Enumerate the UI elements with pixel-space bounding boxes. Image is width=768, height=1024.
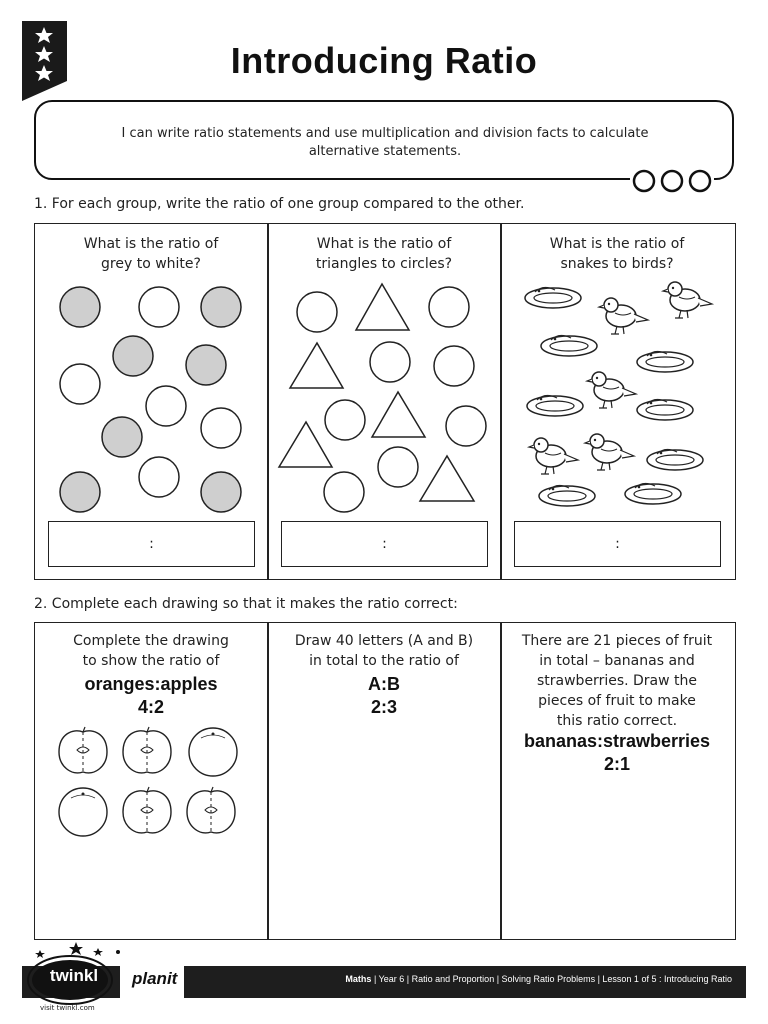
grey-white-circles [35,280,267,516]
triangle-shape [420,456,474,501]
question-text [268,631,500,671]
footer-url[interactable]: visit twinkl.com [40,1004,95,1012]
question-line: triangles to circles? [315,256,453,272]
ratio-colon: : [149,536,154,552]
circle-shape [297,292,337,332]
question-line: pieces of fruit to make [538,693,696,709]
grey-circle [102,417,142,457]
snake-drawing [647,449,703,470]
white-circle [139,287,179,327]
ratio-colon: : [382,536,387,552]
decorative-circles-icon [630,168,714,194]
question-line: this ratio correct. [556,713,678,729]
answer-box[interactable] [281,521,488,567]
circle-shape [446,406,486,446]
grey-circle [201,472,241,512]
question-line: There are 21 pieces of fruit [521,633,713,649]
question-line: to show the ratio of [82,653,220,669]
snake-drawing [525,287,581,308]
question-line: Complete the drawing [73,633,229,649]
apple-drawing [187,787,235,833]
bird-drawing [529,438,578,474]
snake-drawing [625,483,681,504]
triangle-shape [372,392,425,437]
ratio-value: 2:1 [603,754,630,774]
circle-shape [378,447,418,487]
ratio-label: bananas:strawberries [523,731,711,751]
white-circle [60,364,100,404]
snake-drawing [527,395,583,416]
bird-drawing [663,282,712,318]
circle-shape [370,342,410,382]
question-line: in total – bananas and [539,653,695,669]
triangle-shape [356,284,409,330]
circle-shape [324,472,364,512]
footer-details: | Year 6 | Ratio and Proportion | Solving Ratio Problems | Lesson 1 of 5 : Introducing Ratio [371,974,732,984]
grey-circle [60,472,100,512]
grey-circle [113,336,153,376]
snake-drawing [541,335,597,356]
footer-lesson-info [345,974,732,984]
twinkl-brand: twinkl [49,966,99,985]
question-text [35,631,267,671]
answer-box[interactable] [48,521,255,567]
answer-box[interactable] [514,521,721,567]
question-text [268,234,500,274]
bird-drawing [599,298,648,334]
ratio-value: 2:3 [370,697,397,717]
triangles-circles [268,280,500,516]
grey-circle [60,287,100,327]
page-title: Introducing Ratio [230,40,538,81]
question-line: Draw 40 letters (A and B) [294,633,474,649]
question-text [501,631,733,731]
question-line: What is the ratio of [549,236,685,252]
footer-subject: Maths [345,974,372,984]
orange-drawing [189,728,237,776]
snakes-birds [501,278,733,516]
white-circle [146,386,186,426]
question-line: snakes to birds? [560,256,674,272]
triangle-shape [290,343,343,388]
circle-shape [325,400,365,440]
question-1-heading: 1. For each group, write the ratio of one group compared to the other. [34,196,525,212]
grey-circle [186,345,226,385]
orange-drawing [59,788,107,836]
apple-drawing [59,727,107,773]
white-circle [139,457,179,497]
bird-drawing [587,372,636,408]
question-line: grey to white? [101,256,201,272]
snake-drawing [539,485,595,506]
snake-drawing [637,399,693,420]
white-circle [201,408,241,448]
grey-circle [201,287,241,327]
question-text [35,234,267,274]
question-text [501,234,733,274]
fruit-drawings [35,720,267,840]
triangle-shape [279,422,332,467]
question-line: in total to the ratio of [309,653,459,669]
apple-drawing [123,787,171,833]
snake-drawing [637,351,693,372]
planit-logo: planit [132,969,178,988]
learning-objective-text: I can write ratio statements and use multiplication and division facts to calculate alternative statements. [121,126,649,159]
question-line: What is the ratio of [316,236,452,252]
ratio-label: oranges:apples [84,674,218,694]
apple-drawing [123,727,171,773]
ratio-label: A:B [368,674,400,694]
ratio-colon: : [615,536,620,552]
circle-shape [434,346,474,386]
question-2-heading: 2. Complete each drawing so that it makes the ratio correct: [34,596,458,612]
circle-shape [429,287,469,327]
ratio-value: 4:2 [137,697,164,717]
question-line: strawberries. Draw the [536,673,698,689]
bird-drawing [585,434,634,470]
question-line: What is the ratio of [83,236,219,252]
